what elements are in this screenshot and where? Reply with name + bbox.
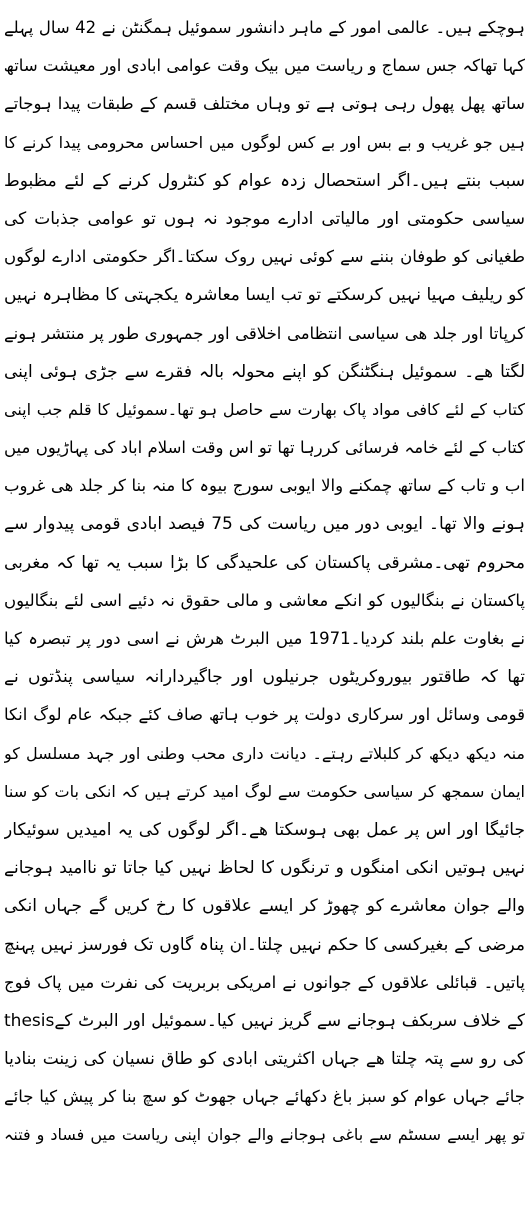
text-line: ہونے والا تھا۔ ایوبی دور میں ریاست کی 75 فیصد ابادی قومی پیدوار سے (4, 514, 525, 535)
article-body (4, 0, 525, 1155)
text-line: نے بغاوت علم بلند کردیا۔1971 میں البرٹ ھرش نے اسی دور پر تبصرہ کیا (4, 629, 525, 648)
text-line: جائے جہاں عوام کو سبز باغ دکھائے جہاں جھوٹ کو سچ بنا کر پیش کیا جائے (4, 1087, 525, 1107)
text-line: کو ریلیف مہیا نہیں کرسکتے تو تب ایسا معاشرہ یکجہتی کا مظاہرہ نہیں (4, 285, 525, 306)
text-line: نہیں ہوتیں انکی امنگوں و ترنگوں کا لحاظ نہیں کیا جاتا تو ناامید ہوجانے (4, 858, 525, 879)
text-line: قومی وسائل اور سرکاری دولت پر خوب ہاتھ صاف کئے جبکہ عام لوگ انکا (4, 705, 525, 725)
text-line: جائیگا اور اس پر عمل بھی ہوسکتا ھے۔اگر لوگوں کی یہ امیدیں سوئیکار (4, 819, 525, 840)
text-line: محروم تھی۔مشرقی پاکستان کی علحیدگی کا بڑا سبب یہ تھا کہ مغربی (4, 552, 525, 573)
text-line: پاتیں۔ قبائلی علاقوں کے جوانوں نے امریکی بربریت کی نفرت میں پاک فوج (4, 972, 525, 992)
text-line: ہوچکے ہیں۔ عالمی امور کے ماہر دانشور سموئیل ہمگنٹن نے 42 سال پہلے (4, 18, 525, 37)
text-line: ساتھ پھل پھول رہی ہوتی ہے تو وہاں مختلف قسم کے طبقات پیدا ہوجاتے (4, 94, 525, 114)
text-line: کہا تھاکہ جس سماج و ریاست میں بیک وقت عوامی ابادی اور معیشت ساتھ (4, 56, 525, 76)
text-line: پاکستان نے بنگالیوں کو انکے معاشی و مالی حقوق نہ دئیے اسی لئے بنگالیوں (4, 590, 525, 610)
text-line: تو پھر ایسے سسٹم سے باغی ہوجانے والے جوان اپنی ریاست میں فساد و فتنہ (4, 1125, 525, 1145)
text-line: منہ دیکھ دیکھ کر کلبلاتے رہتے۔ دیانت داری محب وطنی اور جہد مسلسل کو (4, 743, 525, 763)
text-line: سیاسی حکومتی اور مالیاتی ادارے موجود نہ ہوں تو عوامی جذبات کی (4, 208, 525, 229)
text-line: سبب بنتے ہیں۔اگر استحصال زدہ عوام کو کنٹرول کرنے کے لئے مظبوط (4, 170, 525, 191)
text-line: والے جوان معاشرے کو چھوڑ کر ایسے علاقوں کا رخ کریں گے جہاں انکی (4, 896, 525, 917)
text-line: اب و تاب کے ساتھ چمکنے والا ایوبی سورج بیوہ کا منہ بنا کر جلد ھی غروب (4, 476, 525, 496)
text-line: کتاب کے لئے کافی مواد پاک بھارت سے حاصل ہو تھا۔سموئیل کا قلم جب اپنی (4, 399, 525, 419)
text-line: کرپاتا اور جلد ھی سیاسی انتظامی اخلاقی اور جمہوری طور پر منتشر ہونے (4, 323, 525, 343)
text-line: کے خلاف سربکف ہوجانے سے گریز نہیں کیا۔سموئیل اور البرٹ کےthesis (4, 1010, 525, 1031)
text-line: تھا کہ طاقتور بیوروکریٹوں جرنیلوں اور جاگیردارانہ سیاسی پنڈتوں نے (4, 667, 525, 688)
text-line: طغیانی کو طوفان بننے سے کوئی نہیں روک سکتا۔اگر حکومتی ادارے لوگوں (4, 247, 525, 267)
text-line: لگتا ھے۔ سموئیل ہنگٹنگن کو اپنے محولہ بالہ فقرے سے جڑی ہوئی اپنی (4, 361, 525, 382)
text-line: مرضی کے بغیرکسی کا حکم نہیں چلتا۔ان پناہ گاوں تک فورسز نہیں پہنچ (4, 934, 525, 955)
text-line: ایمان سمجھ کر سیاسی حکومت سے لوگ امید کرتے ہیں کہ انکی بات کو سنا (4, 781, 525, 801)
text-line: ہیں جو غریب و بے بس اور بے کس لوگوں میں احساس محرومی پیدا کرنے کا (4, 132, 525, 152)
text-line: کی رو سے پتہ چلتا ھے جہاں اکثریتی ابادی کو طاق نسیان کی زینت بنادیا (4, 1049, 525, 1070)
text-line: کتاب کے لئے خامہ فرسائی کررہا تھا تو اس وقت اسلام اباد کی پہاڑیوں میں (4, 438, 525, 458)
